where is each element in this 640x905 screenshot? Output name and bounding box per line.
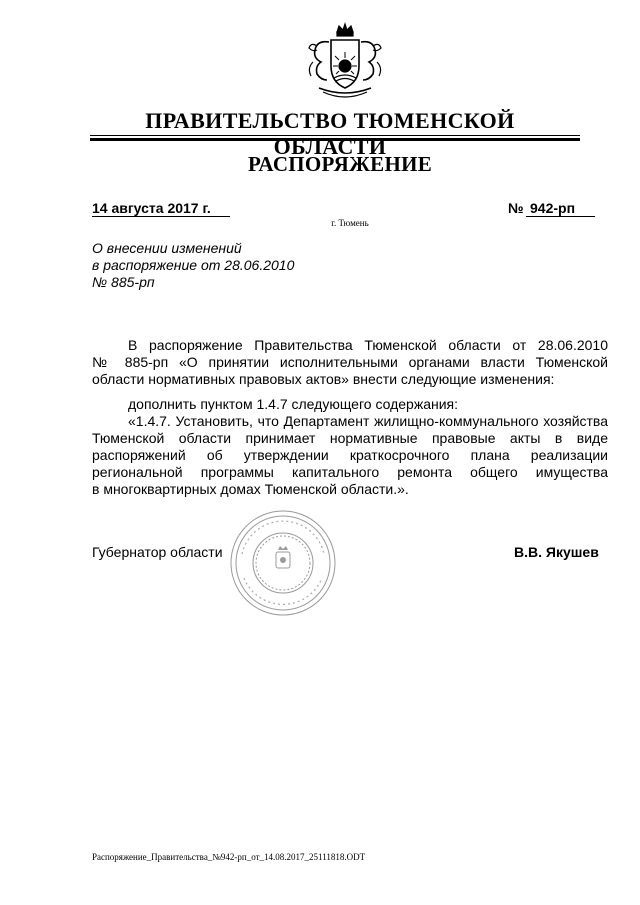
- body-line: В распоряжение Правительства Тюменской области от 28.06.2010: [128, 337, 608, 353]
- coat-of-arms-emblem: [303, 22, 387, 106]
- government-title: ПРАВИТЕЛЬСТВО ТЮМЕНСКОЙ ОБЛАСТИ: [145, 108, 515, 159]
- footer-filename: Распоряжение_Правительства_№942-рп_от_14.08.2017_25111818.ODT: [92, 852, 366, 862]
- body-line: дополнить пунктом 1.4.7 следующего содержания:: [128, 396, 458, 412]
- subject-line: в распоряжение от 28.06.2010: [92, 257, 295, 273]
- body-line: в многоквартирных домах Тюменской области.».: [92, 481, 409, 497]
- body-line: № 885-рп «О принятии исполнительными органами власти Тюменской: [92, 354, 608, 370]
- document-date: 14 августа 2017 г.: [92, 200, 211, 216]
- number-underline: [526, 216, 595, 217]
- number-label: №: [508, 200, 524, 216]
- signatory-name: В.В. Якушев: [514, 544, 599, 560]
- body-line: региональной программы капитального ремонта общего имущества: [92, 464, 608, 480]
- body-line: Тюменской области принимает нормативные правовые акты в виде: [92, 430, 608, 446]
- header-rule-thin: [90, 135, 580, 136]
- header-rule-thick: [90, 138, 580, 141]
- body-line: области нормативных правовых актов» внести следующие изменения:: [92, 371, 555, 387]
- body-paragraph-3: [92, 413, 608, 498]
- date-underline: [92, 216, 230, 217]
- body-line: «1.4.7. Установить, что Департамент жилищно-коммунального хозяйства: [128, 413, 608, 429]
- body-paragraph-1: [92, 337, 608, 388]
- signatory-position: Губернатор области: [92, 544, 223, 560]
- body-line: распоряжений об утверждении краткосрочного плана реализации: [92, 447, 608, 463]
- city: г. Тюмень: [331, 218, 369, 228]
- subject-block: [92, 240, 294, 291]
- subject-line: О внесении изменений: [92, 240, 242, 256]
- body-paragraph-2: [92, 396, 608, 413]
- document-number: 942-рп: [530, 200, 576, 216]
- official-seal-stamp: [228, 508, 338, 618]
- document-type: РАСПОРЯЖЕНИЕ: [247, 152, 433, 176]
- subject-line: № 885-рп: [92, 274, 155, 290]
